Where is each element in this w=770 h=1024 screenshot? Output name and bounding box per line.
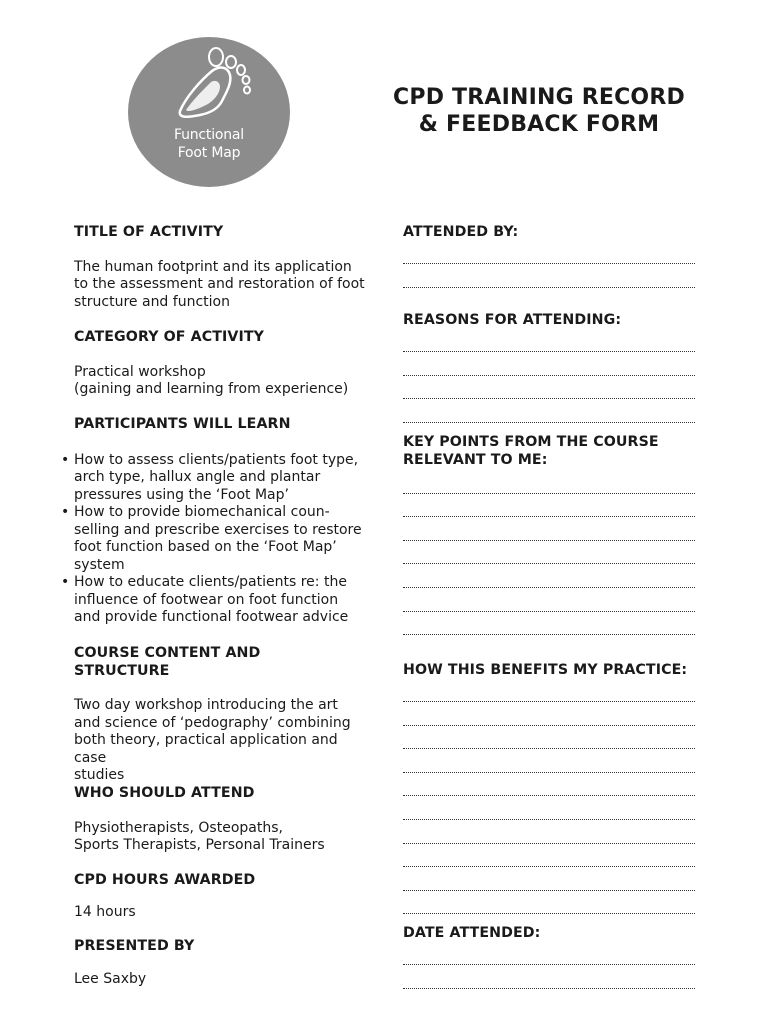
text-line: • How to educate clients/patients re: the bbox=[74, 574, 347, 590]
text-line: system bbox=[74, 556, 125, 573]
section-heading: TITLE OF ACTIVITY bbox=[74, 224, 224, 240]
text-line: influence of footwear on foot function bbox=[74, 591, 339, 608]
write-in-line[interactable] bbox=[403, 898, 698, 922]
section-heading: PRESENTED BY bbox=[74, 938, 195, 954]
text-line: and provide functional footwear advice bbox=[74, 609, 349, 625]
write-in-line[interactable] bbox=[403, 827, 698, 851]
logo-text bbox=[128, 126, 290, 162]
section-heading: CATEGORY OF ACTIVITY bbox=[74, 329, 264, 345]
write-in-line[interactable] bbox=[403, 780, 698, 804]
field-heading bbox=[403, 434, 698, 469]
course-content-section bbox=[74, 645, 374, 785]
participants-will-learn-section bbox=[74, 416, 374, 627]
title-of-activity-section bbox=[74, 224, 374, 311]
text-line: pressures using the ‘Foot Map’ bbox=[74, 486, 289, 503]
list-item bbox=[74, 574, 374, 627]
presenter-name: Lee Saxby bbox=[74, 970, 147, 987]
text-line: The human footprint and its application bbox=[74, 258, 352, 275]
category-of-activity-section bbox=[74, 329, 374, 399]
heading-line: KEY POINTS FROM THE COURSE bbox=[403, 434, 659, 450]
section-text bbox=[74, 697, 374, 785]
field-heading: ATTENDED BY: bbox=[403, 224, 519, 240]
section-heading bbox=[74, 645, 374, 680]
form-title-line-2: & FEEDBACK FORM bbox=[418, 112, 660, 137]
write-in-line[interactable] bbox=[403, 383, 698, 407]
logo-line-1: Functional bbox=[173, 127, 245, 143]
functional-foot-map-logo bbox=[128, 37, 290, 187]
heading-line: RELEVANT TO ME: bbox=[403, 451, 548, 468]
write-in-line[interactable] bbox=[403, 271, 698, 295]
heading-line: COURSE CONTENT AND bbox=[74, 645, 261, 661]
write-in-line[interactable] bbox=[403, 359, 698, 383]
attended-by-section bbox=[403, 224, 698, 295]
text-line: to the assessment and restoration of foot bbox=[74, 276, 365, 292]
text-line: structure and function bbox=[74, 293, 230, 310]
write-in-line[interactable] bbox=[403, 851, 698, 875]
reasons-for-attending-section bbox=[403, 312, 698, 430]
who-should-attend-section bbox=[74, 785, 374, 855]
field-heading: DATE ATTENDED: bbox=[403, 925, 541, 941]
write-in-line[interactable] bbox=[403, 477, 698, 501]
write-in-line[interactable] bbox=[403, 972, 698, 996]
write-in-line[interactable] bbox=[403, 248, 698, 272]
presented-by-section bbox=[74, 938, 374, 988]
section-text bbox=[74, 259, 374, 312]
text-line: foot function based on the ‘Foot Map’ bbox=[74, 539, 337, 555]
form-title bbox=[378, 84, 700, 138]
list-item bbox=[74, 452, 374, 505]
text-line: both theory, practical application and case bbox=[74, 732, 338, 766]
benefits-section bbox=[403, 662, 698, 921]
text-line: and science of ‘pedography’ combining bbox=[74, 714, 351, 731]
text-line: Physiotherapists, Osteopaths, bbox=[74, 819, 283, 836]
write-in-line[interactable] bbox=[403, 686, 698, 710]
write-in-line[interactable] bbox=[403, 709, 698, 733]
write-in-line[interactable] bbox=[403, 733, 698, 757]
cpd-hours-section bbox=[74, 872, 374, 921]
text-line: (gaining and learning from experience) bbox=[74, 381, 349, 397]
section-heading: CPD HOURS AWARDED bbox=[74, 872, 256, 888]
text-line: • How to assess clients/patients foot type, bbox=[74, 451, 359, 468]
section-heading: WHO SHOULD ATTEND bbox=[74, 785, 255, 801]
text-line: • How to provide biomechanical coun- bbox=[74, 504, 330, 520]
write-in-line[interactable] bbox=[403, 501, 698, 525]
write-in-line[interactable] bbox=[403, 336, 698, 360]
footprint-icon bbox=[128, 37, 290, 187]
section-heading: PARTICIPANTS WILL LEARN bbox=[74, 416, 291, 432]
date-attended-section bbox=[403, 925, 698, 996]
cpd-hours-value: 14 hours bbox=[74, 903, 136, 920]
write-in-line[interactable] bbox=[403, 595, 698, 619]
field-heading: HOW THIS BENEFITS MY PRACTICE: bbox=[403, 662, 688, 678]
write-in-line[interactable] bbox=[403, 524, 698, 548]
text-line: studies bbox=[74, 767, 125, 783]
write-in-line[interactable] bbox=[403, 949, 698, 973]
write-in-line[interactable] bbox=[403, 619, 698, 643]
logo-line-2: Foot Map bbox=[177, 145, 241, 161]
form-title-line-1: CPD TRAINING RECORD bbox=[393, 85, 685, 110]
text-line: Sports Therapists, Personal Trainers bbox=[74, 837, 325, 853]
list-item bbox=[74, 504, 374, 574]
field-heading: REASONS FOR ATTENDING: bbox=[403, 312, 622, 328]
key-points-section bbox=[403, 434, 698, 642]
text-line: Two day workshop introducing the art bbox=[74, 697, 338, 713]
text-line: selling and prescribe exercises to restore bbox=[74, 521, 362, 538]
write-in-line[interactable] bbox=[403, 803, 698, 827]
text-line: arch type, hallux angle and plantar bbox=[74, 469, 321, 485]
section-text bbox=[74, 820, 374, 855]
learning-outcomes-list bbox=[74, 452, 374, 627]
write-in-line[interactable] bbox=[403, 406, 698, 430]
write-in-line[interactable] bbox=[403, 571, 698, 595]
write-in-line[interactable] bbox=[403, 548, 698, 572]
section-text bbox=[74, 364, 374, 399]
write-in-line[interactable] bbox=[403, 874, 698, 898]
write-in-line[interactable] bbox=[403, 756, 698, 780]
heading-line: STRUCTURE bbox=[74, 662, 170, 679]
text-line: Practical workshop bbox=[74, 363, 206, 380]
